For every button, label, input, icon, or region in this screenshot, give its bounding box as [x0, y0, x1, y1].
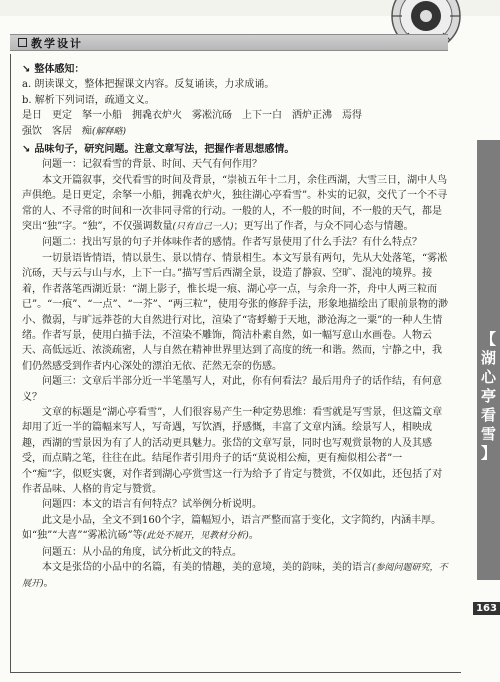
- sidebar-title-char: 看: [480, 406, 496, 424]
- task-item-a: a. 朗读课文，整体把握课文内容。反复诵读，力求成诵。: [22, 79, 275, 91]
- answer-note: (此处不展开，见教材分析): [142, 531, 249, 542]
- answer-text: 本文是张岱的小品中的名篇，有美的情趣，美的意境，美的韵味，美的语言: [42, 562, 372, 573]
- task-item-b: b. 解析下列词语，疏通文义。: [22, 94, 155, 106]
- vocab-note: (解释略): [92, 126, 127, 137]
- vocab-words: 强饮 客居 痴: [22, 125, 92, 137]
- sidebar-title-char: 心: [480, 368, 496, 386]
- vocab-list-line: [22, 124, 448, 140]
- question: 问题一：记叙看雪的背景、时间、天气有何作用？: [42, 159, 262, 171]
- sidebar-title-char: 】: [480, 444, 496, 462]
- sidebar-title-char: 亭: [480, 387, 496, 405]
- question: 问题四：本文的语言有何特点？试举例分析说明。: [42, 499, 262, 511]
- answer-text: 。: [248, 530, 259, 542]
- answer-note: (只有自己一人): [172, 222, 234, 233]
- answer-text: ；更写出了作者，与众不同心态与情趣。: [233, 221, 414, 233]
- section-heading: [22, 62, 448, 77]
- section-heading-text: 品味句子，研究问题。注意文章写法，把握作者思想感情。: [34, 144, 295, 156]
- question: 问题二：找出写景的句子并体味作者的感情。作者写景使用了什么手法？有什么特点？: [42, 237, 422, 249]
- answer-paragraph: 一切景语皆情语，情以景生、景以情存、情景相生。本文写景有两句，先从大处落笔，“雾凇沆砀，天与云与山与水，上下一白。”描写雪后西湖全景，设造了静寂、空旷、混沌的境界。接着，作者落笔西湖近景：“湖上影子，惟长堤一痕、湖心亭一点，与余舟一芥，舟中人两三粒而已”。“一痕”、“一点”、“一芥”、“两三粒”，使用夸张的修辞手法，形象地描绘出了眼前景物的渺小、微弱，与旷远莽苍的大自然进行对比，渲染了“寄蜉蝣于天地，渺沧海之一粟”的一种人生情绪。作者写景，使用白描手法，不渲染不雕饰，简洁朴素自然，如一幅写意山水画卷。人物云天、高低远近、浓淡疏密，人与自然在精神世界里达到了高度的统一和谐。然而，宁静之中，我们仍然感受到作者内心深处的漂泊无依、茫然无奈的伤感。: [22, 252, 449, 372]
- answer-paragraph: [22, 173, 448, 236]
- arrow-bullet-icon: ↘: [22, 144, 31, 156]
- section-heading: [22, 142, 448, 157]
- question: 问题五：从小品的角度，试分析此文的特点。: [42, 546, 242, 558]
- answer-paragraph: [22, 513, 448, 545]
- section-heading-text: 整体感知：: [34, 64, 85, 75]
- answer-text: 。: [43, 578, 54, 590]
- answer-paragraph: [22, 560, 448, 593]
- answer-paragraph: 文章的标题是“湖心亭看雪”，人们很容易产生一种定势思维：看雪就是写雪景，但这篇文章却用了近一半的篇幅来写人，写奇遇，写饮酒，抒感慨，丰富了文章内涵。绘景写人，相映成趣，西湖的雪景因为有了人的活动更具魅力。张岱的文章写景，同时也写观赏景物的人及其感受，而点睛之笔，往往在此。结尾作者引用舟子的话“莫说相公痴，更有痴似相公者”一个“痴”字，似贬实褒，对作者到湖心亭赏雪这一行为给予了肯定与赞赏，不仅如此，还包括了对作者品味、人格的肯定与赞赏。: [22, 406, 443, 495]
- arrow-bullet-icon: ↘: [22, 64, 31, 75]
- question: 问题三：文章后半部分近一半笔墨写人，对此，你有何看法？最后用舟子的话作结，有何意义？: [22, 376, 442, 403]
- answer-text: 此文是小品，全文不到160个字，篇幅短小，语言严整而富于变化，文字简约，内涵丰厚。如“独”“大喜”“雾凇沆砀”等: [22, 514, 442, 542]
- sidebar-title-char: 【: [480, 330, 496, 348]
- sidebar-title-char: 雪: [480, 425, 496, 443]
- sidebar-title-char: 湖: [480, 349, 496, 367]
- answer-text: 本文开篇叙事，交代看雪的时间及背景，“崇祯五年十二月，余住西湖，大雪三日，湖中人鸟声俱绝。是日更定，余拏一小船，拥毳衣炉火，独往湖心亭看雪”。朴实的记叙，交代了一个不寻常的人、不寻常的时间和一次非同寻常的行动。一般的人，不一般的时间，不一般的天气，都是突出“独”字。“独”，不仅强调数量: [22, 174, 448, 233]
- main-content: [22, 62, 448, 593]
- vocab-list-line: 是日 更定 拏一小船 拥毳衣炉火 雾凇沆砀 上下一白 洒炉正沸 焉得: [22, 110, 362, 122]
- header-title: 教学设计: [31, 36, 83, 50]
- header-checkbox-icon: [18, 38, 27, 47]
- page-number: 163: [473, 602, 500, 615]
- sidebar-title: [477, 330, 500, 463]
- section-header-bar: [10, 34, 448, 51]
- answer-note: (参阅问题研究，不展开): [22, 563, 448, 590]
